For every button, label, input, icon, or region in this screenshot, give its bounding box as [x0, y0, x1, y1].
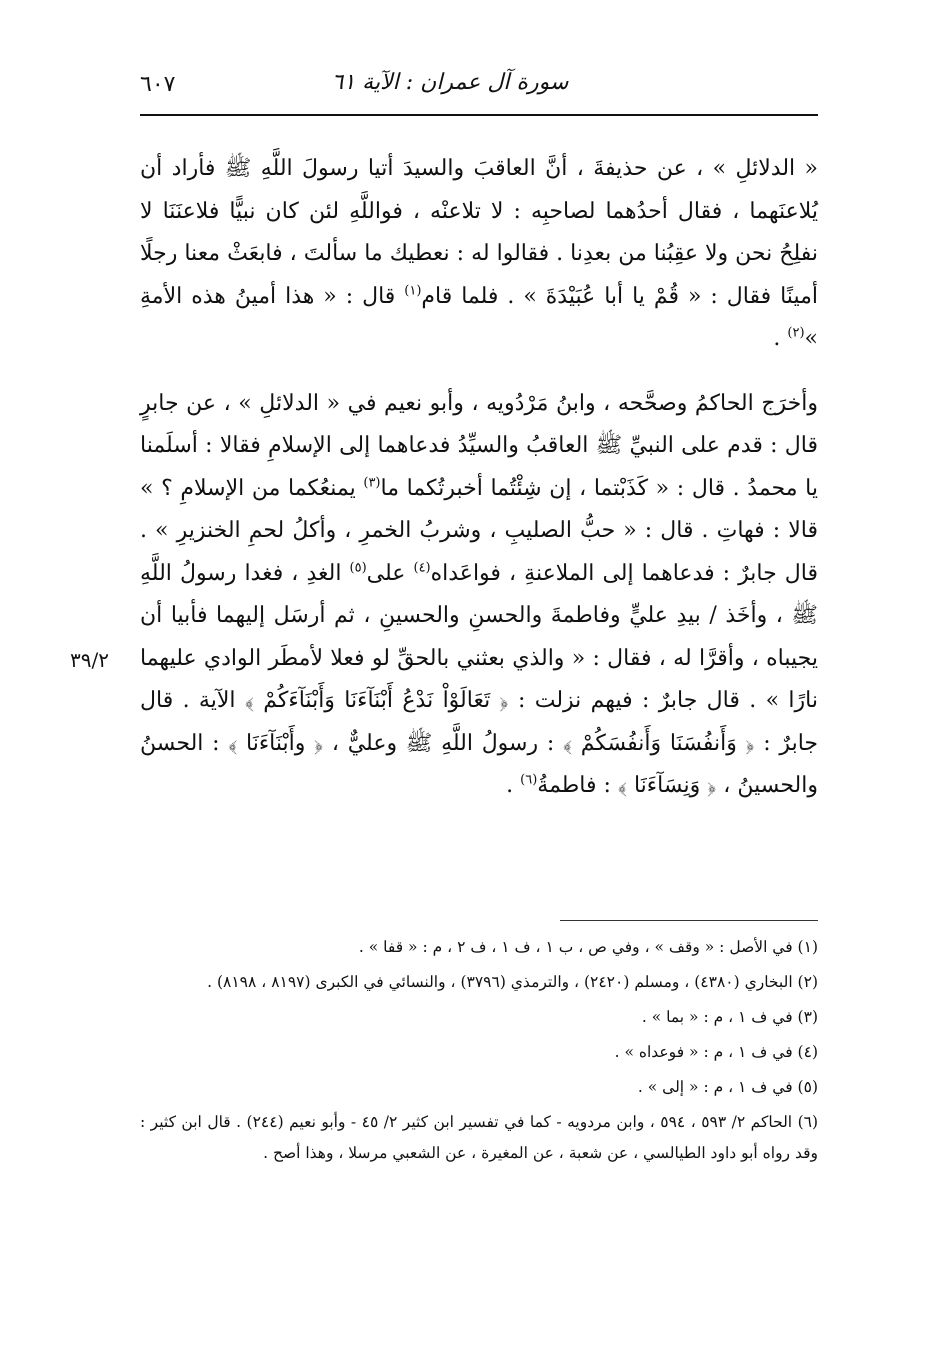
footnote-6: (٦) الحاكم ٢/ ٥٩٣ ، ٥٩٤ ، وابن مردويه - كما في تفسير ابن كثير ٢/ ٤٥ - وأبو نعيم (٢٤٤) . قال ابن كثير : وقد رواه أبو داود الطيالسي ، عن شعبة ، عن المغيرة ، عن الشعبي مرسلا ، وهذا أصح . — [140, 1113, 819, 1162]
footnote-marker[interactable]: (١) — [404, 283, 422, 299]
footnote-marker[interactable]: (٣) — [363, 475, 381, 491]
text-run: الغدِ ، فغدا رسولُ اللَّهِ ﷺ ، وأخَذ / بيدِ عليٍّ وفاطمةَ والحسنِ والحسينِ ، ثم أرسَل إليهما فأبيا أن يجيباه ، وأقرَّا له ، فقال : « والذي بعثني بالحقِّ لو فعلا لأمطَر الوادي عليهما نارًا » . قال جابرٌ : فيهم نزلت : ﴿ تَعَالَوْاْ نَدْعُ أَبْنَآءَنَا وَأَبْنَآءَكُمْ ﴾ الآية . قال جابرٌ : ﴿ وَأَنفُسَنَا وَأَنفُسَكُمْ ﴾ : رسولُ اللَّهِ ﷺ وعليٌّ ، ﴿ وأَبْنَآءَنَا ﴾ : الحسنُ والحسينُ ، ﴿ وَنِسَآءَنَا ﴾ : فاطمةُ — [140, 560, 818, 798]
text-run: على — [366, 560, 414, 586]
header-divider — [140, 114, 818, 116]
text-run: . — [773, 326, 788, 351]
paragraph — [140, 148, 818, 361]
text-run: « الدلائلِ » ، عن حذيفةَ ، أنَّ العاقبَ والسيدَ أتيا رسولَ اللَّهِ ﷺ فأراد أن يُلاعنَهما ، فقال أحدُهما لصاحبِه : لا تلاعنْه ، فواللَّهِ لئن كان نبيًّا فلاعنَنَا لا نفلِحُ نحن ولا عقِبُنا من بعدِنا . فقالوا له : نعطيك ما سألتَ ، فابعَثْ معنا رجلًا أمينًا فقال : « قُمْ يا أبا عُبَيْدَةَ » . فلما قام — [140, 156, 818, 309]
main-text — [140, 148, 818, 808]
text-run: قال : « هذا أمينُ هذه الأمةِ » — [140, 283, 818, 351]
footnote-3: (٣) في ف ١ ، م : « بما » . — [641, 1008, 818, 1026]
text-run: يمنعُكما من الإسلامِ ؟ » قالا : فهاتِ . قال : « حبُّ الصليبِ ، وشربُ الخمرِ ، وأكلُ لحمِ الخنزيرِ » . قال جابرٌ : فدعاهما إلى الملاعنةِ ، فواعَداه — [140, 475, 818, 586]
paragraph — [140, 383, 818, 808]
footnote-4: (٤) في ف ١ ، م : « فوعداه » . — [614, 1043, 818, 1061]
footnotes — [140, 932, 818, 1173]
footnote-marker[interactable]: (٢) — [787, 325, 805, 341]
footnote-marker[interactable]: (٦) — [520, 772, 538, 788]
running-header-title: سورة آل عمران : الآية ٦١ — [331, 70, 569, 95]
page-number: ٦٠٧ — [140, 72, 176, 97]
footnote-2: (٢) البخاري (٤٣٨٠) ، ومسلم (٢٤٢٠) ، والترمذي (٣٧٩٦) ، والنسائي في الكبرى (٨١٩٧ ، ٨١٩٨) . — [207, 973, 818, 991]
footnote-5: (٥) في ف ١ ، م : « إلى » . — [637, 1078, 818, 1096]
footnote-divider — [560, 920, 818, 921]
text-run: . — [506, 773, 521, 798]
text-run: وأخرَج الحاكمُ وصحَّحه ، وابنُ مَرْدُويه ، وأبو نعيم في « الدلائلِ » ، عن جابرٍ قال : قدم على النبيِّ ﷺ العاقبُ والسيِّدُ فدعاهما إلى الإسلامِ فقالا : أسلَمنا يا محمدُ . قال : « كَذَبْتما ، إن شِئْتُما أخبرتُكما ما — [140, 390, 819, 501]
footnote-marker[interactable]: (٥) — [349, 560, 367, 576]
footnote-marker[interactable]: (٤) — [413, 560, 431, 576]
margin-volume-page-reference: ٣٩/٢ — [70, 648, 109, 672]
footnote-1: (١) في الأصل : « وقف » ، وفي ص ، ب ١ ، ف ١ ، ف ٢ ، م : « قفا » . — [358, 938, 818, 956]
